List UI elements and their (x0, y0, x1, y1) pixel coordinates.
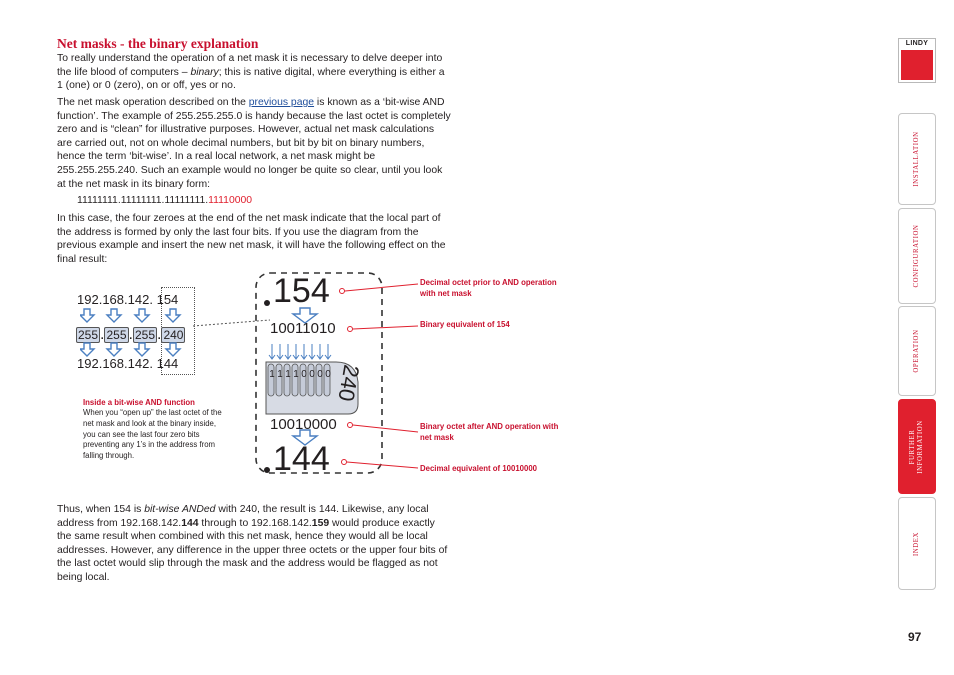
inside-text: When you “open up” the last octet of the net mask and look at the binary inside, you can see the last four zero bits preventing any 1’s in the address from falling through. (83, 408, 222, 461)
binary-before: 10011010 (270, 320, 336, 337)
netmask-diagram (60, 270, 560, 480)
p2-mask-value: 255.255.255.240 (57, 164, 136, 176)
p2-text-c: . Such an example would no longer be quite so clear, until you look at the net mask in its binary form: (57, 164, 443, 190)
p2-text-a: The net mask operation described on the (57, 97, 249, 108)
callout-decimal-before: Decimal octet prior to AND operation with net mask (420, 278, 557, 298)
tab-configuration[interactable]: CONFIGURATION (898, 208, 936, 304)
p1-italic: binary (190, 66, 219, 78)
binary-mask-line (77, 195, 252, 206)
logo-text: LINDY (905, 40, 929, 47)
callout-decimal-after: Decimal equivalent of 10010000 (420, 464, 538, 473)
intro-paragraph (57, 52, 452, 93)
tab-installation[interactable]: INSTALLATION (898, 113, 936, 205)
mask-bits: 1 1 1 1 0 0 0 0 (269, 369, 331, 380)
diagram-intro-paragraph: In this case, the four zeroes at the end of the net mask indicate that the local part of the address is formed by only the last four bits. If you use the diagram from the previous example and insert the new net mask, it will have the following effect on the final result: (57, 213, 446, 265)
binary-after: 10010000 (270, 416, 337, 433)
previous-page-link[interactable]: previous page (248, 97, 315, 108)
p2-text-b: is known as a ‘bit-wise AND function’. The example of 255.255.255.0 is handy because the last octet is completely zero and is “clean” for illustrative purposes. However, actual net mask calculations are carried out, not on whole decimal numbers, but bit by bit on binary numbers, hence the term ‘bit-wise’. In a real local network, a net mask might be (57, 97, 451, 163)
mask-scroll-value: 240 (333, 362, 365, 404)
tab-index[interactable]: INDEX (898, 497, 936, 590)
address-top-row: 192.168.142. 154 (77, 292, 179, 307)
lindy-logo (898, 38, 936, 83)
decimal-before: 154 (273, 272, 330, 310)
mask-row: 255 . 255 . 255 . 240 (78, 326, 184, 343)
bitwise-paragraph (57, 96, 452, 191)
mask-prefix: 11111111.11111111.11111111. (77, 195, 209, 206)
address-bottom-row: 192.168.142. 144 (77, 356, 179, 371)
conclusion-paragraph: Thus, when 154 is bit-wise ANDed with 240, the result is 144. Likewise, any local address from 192.168.142.144 through to 192.168.142.159 would produce exactly the same result when combined with this net mask, hence they would all be local addresses. However, any difference in the upper three octets or the upper four bits of the last octet would slip through the mask and the address would be flagged as not being local. (57, 504, 448, 583)
p1-text-b: ; this is native digital, where everything is either a 1 (one) or 0 (zero), on or off, yes or no. (57, 66, 445, 92)
decimal-after: 144 (273, 440, 330, 478)
callout-binary-after: Binary octet after AND operation with net mask (420, 422, 559, 442)
p1-text-a: To really understand the operation of a net mask it is necessary to delve deeper into the life blood of computers – (57, 53, 443, 78)
logo-block (901, 50, 933, 80)
callout-binary-before: Binary equivalent of 154 (420, 320, 510, 329)
section-heading: Net masks - the binary explanation (57, 36, 259, 51)
tab-operation[interactable]: OPERATION (898, 306, 936, 396)
tab-further-information[interactable]: FURTHER INFORMATION (898, 399, 936, 494)
mask-suffix: 11110000 (208, 195, 253, 206)
page-number: 97 (908, 630, 922, 644)
inside-title: Inside a bit-wise AND function (83, 398, 195, 407)
